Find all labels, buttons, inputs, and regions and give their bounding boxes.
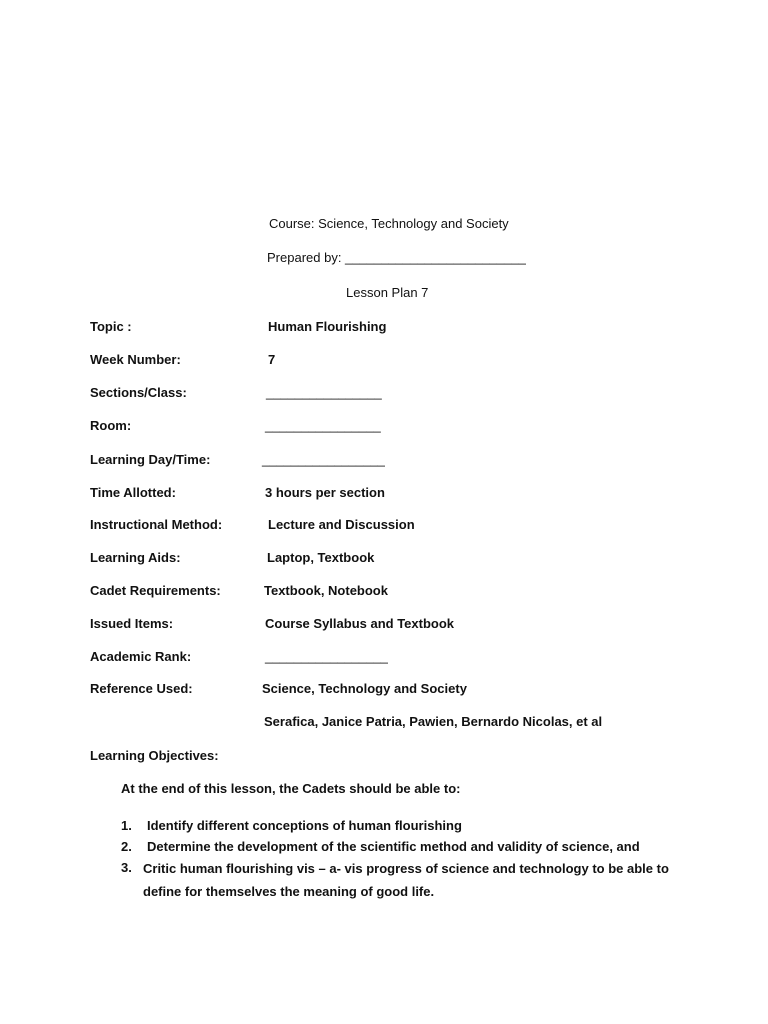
topic-value: Human Flourishing: [268, 319, 387, 334]
time-allotted-value: 3 hours per section: [265, 485, 385, 500]
list-item-number: 1.: [121, 818, 132, 833]
objectives-intro: At the end of this lesson, the Cadets should be able to:: [121, 781, 461, 796]
reference-used-value: Science, Technology and Society: [262, 681, 467, 696]
list-item-text: Determine the development of the scientific method and validity of science, and: [147, 839, 640, 854]
list-item-text: Identify different conceptions of human flourishing: [147, 818, 462, 833]
list-item-number: 2.: [121, 839, 132, 854]
list-item: [121, 857, 681, 903]
instructional-method-value: Lecture and Discussion: [268, 517, 415, 532]
lesson-plan-title: Lesson Plan 7: [346, 285, 429, 300]
learning-aids-value: Laptop, Textbook: [267, 550, 375, 565]
room-label: Room:: [90, 418, 132, 433]
learning-objectives-heading: Learning Objectives:: [90, 748, 219, 763]
learning-day-time-label: Learning Day/Time:: [90, 452, 211, 467]
list-item-number: 3.: [121, 860, 132, 875]
list-item: [121, 836, 681, 857]
list-item-text: Critic human flourishing vis – a- vis progress of science and technology to be able to define for themselves the meaning of good life.: [143, 861, 669, 899]
reference-used-label: Reference Used:: [90, 681, 193, 696]
topic-label: Topic :: [90, 319, 132, 334]
time-allotted-label: Time Allotted:: [90, 485, 176, 500]
room-value: ________________: [265, 418, 381, 433]
learning-day-time-value: _________________: [262, 452, 385, 467]
objectives-list: [121, 815, 681, 903]
week-number-value: 7: [268, 352, 276, 367]
academic-rank-label: Academic Rank:: [90, 649, 192, 664]
list-item: [121, 815, 681, 836]
issued-items-label: Issued Items:: [90, 616, 174, 631]
cadet-requirements-label: Cadet Requirements:: [90, 583, 221, 598]
sections-class-value: ________________: [266, 385, 382, 400]
week-number-label: Week Number:: [90, 352, 181, 367]
sections-class-label: Sections/Class:: [90, 385, 187, 400]
issued-items-value: Course Syllabus and Textbook: [265, 616, 455, 631]
course-title: Course: Science, Technology and Society: [269, 216, 509, 231]
reference-authors: Serafica, Janice Patria, Pawien, Bernardo Nicolas, et al: [264, 714, 603, 729]
academic-rank-value: _________________: [265, 649, 388, 664]
prepared-by-line: Prepared by: _________________________: [267, 250, 526, 265]
instructional-method-label: Instructional Method:: [90, 517, 223, 532]
cadet-requirements-value: Textbook, Notebook: [264, 583, 388, 598]
learning-aids-label: Learning Aids:: [90, 550, 181, 565]
